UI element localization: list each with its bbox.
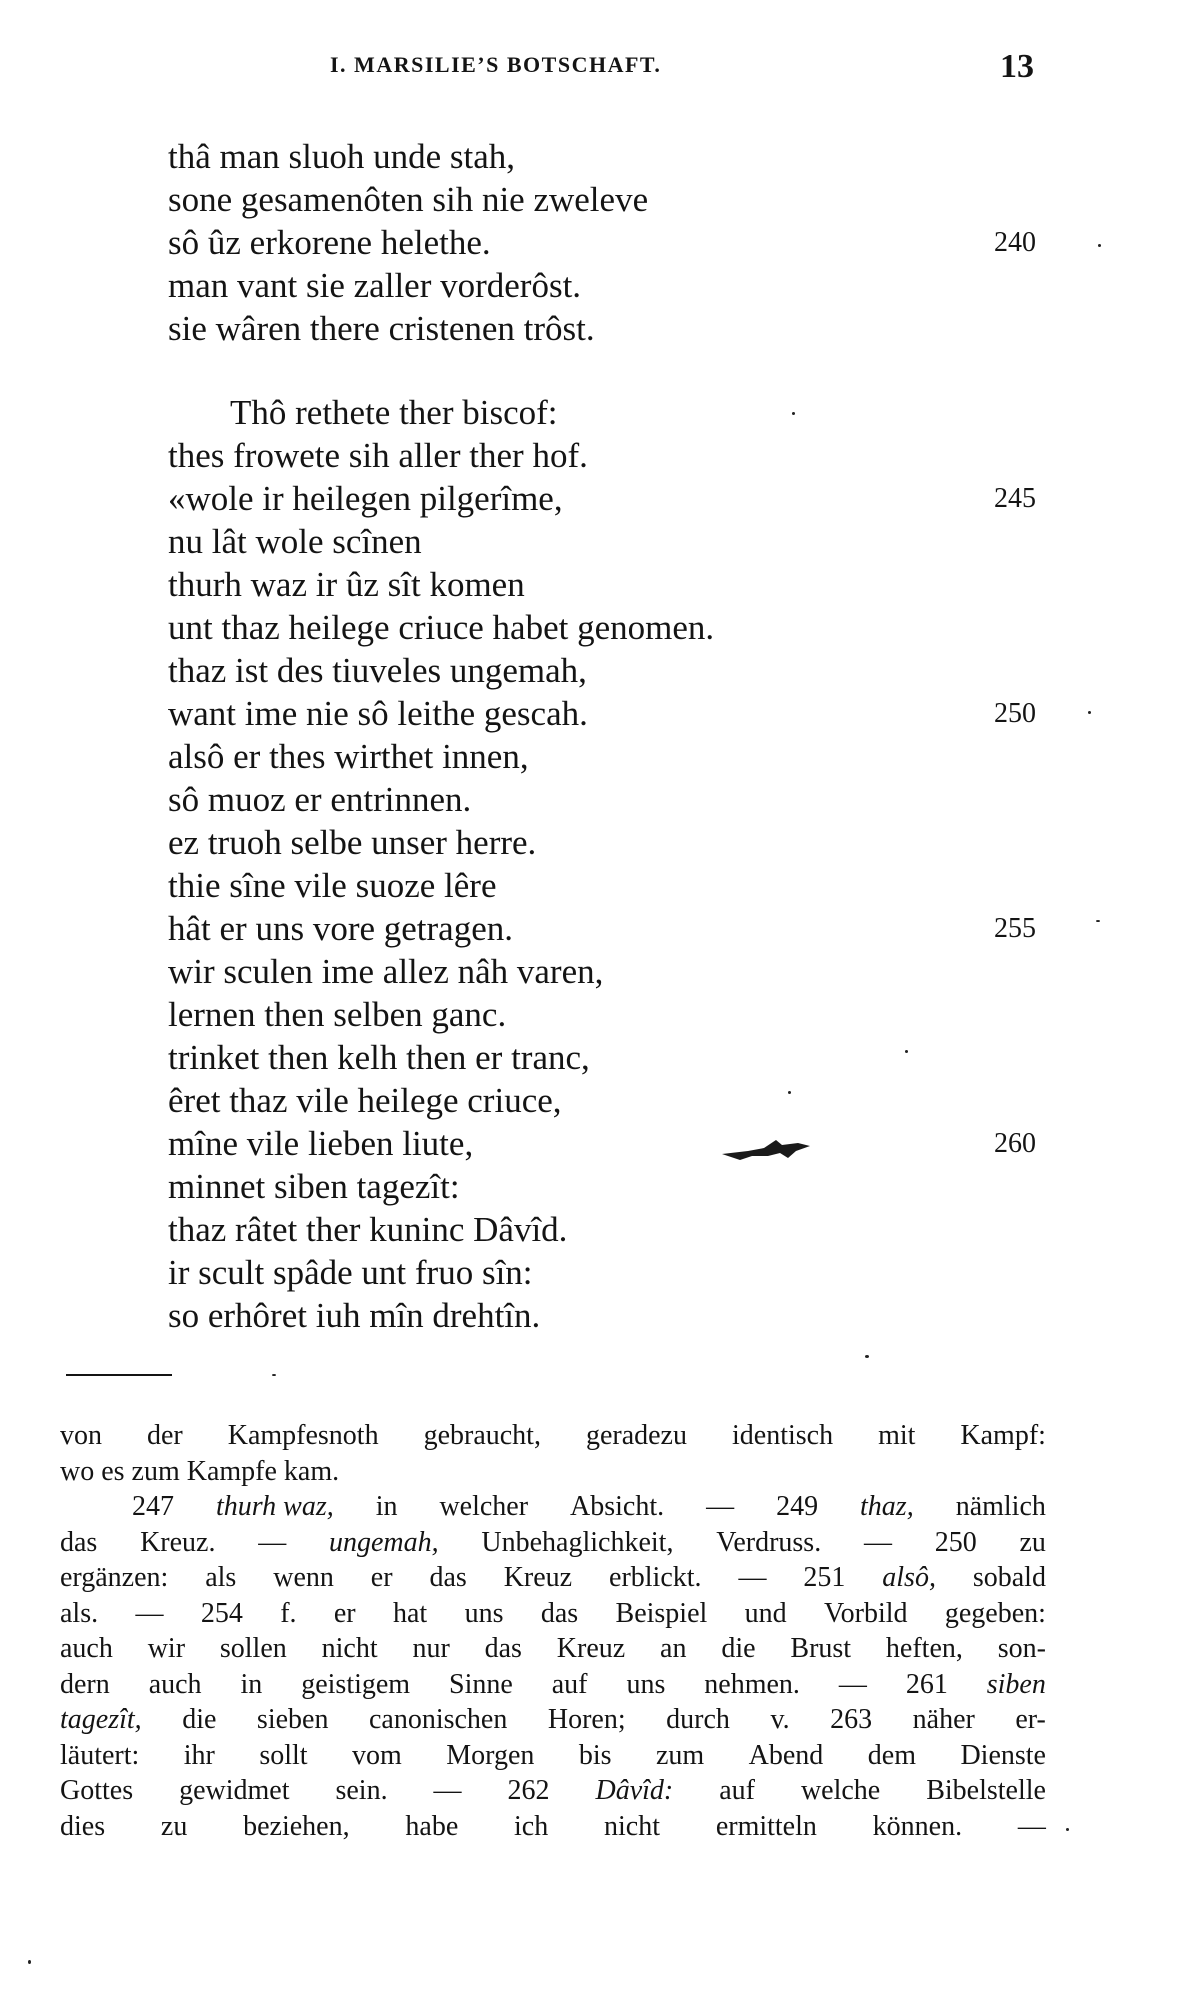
fn-word: ermitteln: [715, 1810, 817, 1842]
verse-line: want ime nie sô leithe gescah.: [168, 694, 588, 733]
verse-line: sô muoz er entrinnen.: [168, 780, 472, 819]
page-number: 13: [1000, 48, 1034, 85]
fn-word: Gottes: [60, 1775, 134, 1806]
fn-word: hat: [393, 1597, 428, 1629]
line-number: 245: [994, 483, 1036, 514]
fn-word: sollt: [259, 1739, 308, 1771]
fn-word: Kreuz: [556, 1633, 626, 1664]
fn-word: sobald: [972, 1562, 1046, 1593]
fn-word: vom: [352, 1739, 402, 1771]
fn-word: er: [370, 1562, 393, 1593]
verse-line: alsô er thes wirthet innen,: [168, 737, 529, 776]
verse-line: mîne vile lieben liute,: [168, 1124, 474, 1163]
fn-word: sollen: [219, 1633, 287, 1664]
fn-word: zu: [1019, 1526, 1046, 1558]
fn-word: er-: [1015, 1704, 1046, 1735]
verse-line: sone gesamenôten sih nie zweleve: [168, 180, 649, 219]
fn-word: beziehen,: [243, 1810, 350, 1842]
fn-word: heften,: [885, 1633, 963, 1664]
fn-word: zum: [655, 1739, 705, 1771]
fn-word: näher: [912, 1704, 975, 1735]
fn-lemma: Dâvîd:: [595, 1775, 674, 1806]
fn-ref: 262: [507, 1775, 550, 1806]
fn-word: sein.: [335, 1775, 388, 1806]
speck: [865, 1355, 869, 1358]
fn-word: —: [258, 1526, 287, 1558]
verse-line: wir sculen ime allez nâh varen,: [168, 952, 604, 991]
fn-word: Bibelstelle: [926, 1775, 1046, 1806]
fn-word: Absicht.: [570, 1491, 665, 1522]
fn-word: Dienste: [960, 1739, 1046, 1771]
fn-ref: 250: [934, 1526, 977, 1558]
fn-word: läutert:: [60, 1739, 140, 1771]
speck: [1096, 920, 1100, 922]
fn-word: —: [838, 1668, 867, 1700]
fn-word: —: [706, 1491, 735, 1522]
speck: [28, 1960, 31, 1964]
fn-word: gewidmet: [179, 1775, 290, 1806]
speck: [1066, 1828, 1069, 1831]
verse-line: unt thaz heilege criuce habet genomen.: [168, 608, 715, 647]
fn-word: —: [1017, 1810, 1046, 1842]
speck: [905, 1050, 908, 1053]
fn-word: geistigem: [301, 1668, 411, 1700]
fn-word: Kreuz: [503, 1562, 573, 1593]
fn-word: ich: [514, 1810, 549, 1842]
fn-word: in: [240, 1668, 263, 1700]
fn-word: das: [484, 1633, 522, 1664]
fn-ref: 254: [200, 1597, 243, 1629]
fn-word: nehmen.: [704, 1668, 800, 1700]
fn-word: canonischen: [368, 1704, 508, 1735]
fn-word: Kampf:: [960, 1420, 1046, 1451]
verse-line: thaz râtet ther kuninc Dâvîd.: [168, 1210, 568, 1249]
fn-word: Horen;: [547, 1704, 626, 1735]
verse-line: thurh waz ir ûz sît komen: [168, 565, 525, 604]
fn-word: mit: [878, 1420, 916, 1451]
verse-line: trinket then kelh then er tranc,: [168, 1038, 590, 1077]
fn-lemma: thaz,: [860, 1491, 914, 1522]
fn-lemma: ungemah,: [328, 1526, 439, 1558]
verse-line: sô ûz erkorene helethe.: [168, 223, 491, 262]
fn-word: das: [429, 1562, 467, 1593]
speck: [272, 1374, 276, 1376]
fn-word: Kreuz.: [140, 1526, 216, 1558]
footnote-line: [60, 1418, 1046, 1454]
fn-word: Sinne: [449, 1668, 513, 1700]
fn-ref: 261: [905, 1668, 948, 1700]
fn-word: auch: [60, 1633, 113, 1664]
fn-word: das: [60, 1526, 98, 1558]
verse-line: thaz ist des tiuveles ungemah,: [168, 651, 587, 690]
fn-word: sieben: [256, 1704, 329, 1735]
footnote-line: [60, 1631, 1046, 1667]
fn-word: durch: [666, 1704, 730, 1735]
fn-word: die: [721, 1633, 756, 1664]
verse-line: man vant sie zaller vorderôst.: [168, 266, 582, 305]
fn-word: uns: [626, 1668, 666, 1700]
fn-word: dern: [60, 1668, 110, 1700]
verse-line: ez truoh selbe unser herre.: [168, 823, 537, 862]
verse-line: «wole ir heilegen pilgerîme,: [168, 479, 563, 518]
fn-lemma: siben: [986, 1668, 1046, 1700]
fn-lemma: alsô,: [882, 1562, 936, 1593]
fn-word: als: [205, 1562, 237, 1593]
fn-word: welche: [800, 1775, 881, 1806]
fn-word: dem: [867, 1739, 916, 1771]
fn-word: gegeben:: [944, 1597, 1046, 1629]
speck: [792, 412, 795, 415]
fn-word: —: [135, 1597, 164, 1629]
fn-word: Vorbild: [824, 1597, 908, 1629]
footnote-line: [60, 1596, 1046, 1632]
verse-line: Thô rethete ther biscof:: [230, 393, 558, 432]
footnote-line: [60, 1454, 1046, 1490]
fn-ref: 251: [803, 1562, 846, 1593]
fn-ref: 247: [132, 1491, 174, 1522]
fn-word: v.: [770, 1704, 790, 1735]
verse-line: minnet siben tagezît:: [168, 1167, 460, 1206]
verse-line: sie wâren there cristenen trôst.: [168, 309, 595, 348]
verse-line: lernen then selben ganc.: [168, 995, 507, 1034]
fn-word: der: [146, 1420, 183, 1451]
fn-word: nicht: [321, 1633, 378, 1664]
fn-word: auf: [551, 1668, 588, 1700]
footnote-line: [60, 1489, 1046, 1525]
fn-word: nur: [412, 1633, 450, 1664]
footnote-line: [60, 1809, 1046, 1845]
footnote-line: [60, 1773, 1046, 1809]
fn-word: als.: [60, 1597, 99, 1629]
verse-line: so erhôret iuh mîn drehtîn.: [168, 1296, 541, 1335]
fn-word: Beispiel: [615, 1597, 708, 1629]
fn-word: ihr: [183, 1739, 215, 1771]
verse-line: thie sîne vile suoze lêre: [168, 866, 497, 905]
footnote-line: [60, 1560, 1046, 1596]
running-head: I. MARSILIE’S BOTSCHAFT.: [330, 52, 662, 77]
fn-lemma: thurh waz,: [215, 1491, 334, 1522]
fn-word: können.: [872, 1810, 963, 1842]
fn-word: Unbehaglichkeit,: [481, 1526, 674, 1558]
footnote-line: [60, 1738, 1046, 1774]
fn-word: Brust: [790, 1633, 852, 1664]
fn-word: zu: [160, 1810, 188, 1842]
fn-word: dies: [60, 1810, 106, 1842]
footnote-line: [60, 1667, 1046, 1703]
footnote-line: [60, 1525, 1046, 1561]
fn-lemma: tagezît,: [60, 1704, 142, 1735]
fn-word: bis: [578, 1739, 612, 1771]
fn-word: und: [744, 1597, 787, 1629]
speck: [788, 1091, 791, 1094]
speck: [1098, 244, 1101, 247]
line-number: 240: [994, 227, 1036, 258]
line-number: 250: [994, 698, 1036, 729]
line-number: 255: [994, 913, 1036, 944]
footnote-line: [60, 1702, 1046, 1738]
ink-blot: [718, 1134, 814, 1164]
fn-word: ergänzen:: [60, 1562, 169, 1593]
fn-word: von: [60, 1420, 102, 1451]
fn-word: in: [375, 1491, 398, 1522]
fn-word: uns: [464, 1597, 504, 1629]
fn-word: auch: [148, 1668, 202, 1700]
fn-word: erblickt.: [609, 1562, 702, 1593]
verse-line: ir scult spâde unt fruo sîn:: [168, 1253, 533, 1292]
fn-word: geradezu: [585, 1420, 687, 1451]
fn-ref: 249: [776, 1491, 819, 1522]
fn-word: gebraucht,: [423, 1420, 541, 1451]
line-number: 260: [994, 1128, 1036, 1159]
fn-word: welcher: [439, 1491, 529, 1522]
fn-word: nämlich: [955, 1491, 1046, 1522]
fn-word: nicht: [604, 1810, 661, 1842]
fn-word: an: [660, 1633, 687, 1664]
fn-word: habe: [405, 1810, 459, 1842]
fn-word: er: [333, 1597, 356, 1629]
fn-word: Abend: [748, 1739, 824, 1771]
verse-line: thes frowete sih aller ther hof.: [168, 436, 588, 475]
fn-word: das: [540, 1597, 579, 1629]
fn-word: wenn: [273, 1562, 334, 1593]
footnote-rule: [66, 1374, 172, 1376]
fn-ref: 263: [830, 1704, 873, 1735]
fn-word: son-: [997, 1633, 1046, 1664]
fn-word: wo es zum Kampfe kam.: [60, 1455, 340, 1487]
fn-word: Morgen: [446, 1739, 535, 1771]
fn-word: —: [738, 1562, 767, 1593]
footnotes: [60, 1418, 1046, 1844]
fn-word: auf: [719, 1775, 755, 1806]
fn-word: Verdruss.: [716, 1526, 822, 1558]
verse-line: thâ man sluoh unde stah,: [168, 137, 516, 176]
fn-word: die: [182, 1704, 217, 1735]
fn-word: identisch: [731, 1420, 834, 1451]
verse-line: êret thaz vile heilege criuce,: [168, 1081, 562, 1120]
fn-word: f.: [280, 1597, 297, 1629]
fn-word: wir: [147, 1633, 186, 1664]
fn-word: —: [433, 1775, 462, 1806]
fn-word: —: [863, 1526, 892, 1558]
fn-word: Kampfesnoth: [227, 1420, 379, 1451]
verse-line: hât er uns vore getragen.: [168, 909, 513, 948]
speck: [1088, 711, 1091, 714]
verse-line: nu lât wole scînen: [168, 522, 422, 561]
